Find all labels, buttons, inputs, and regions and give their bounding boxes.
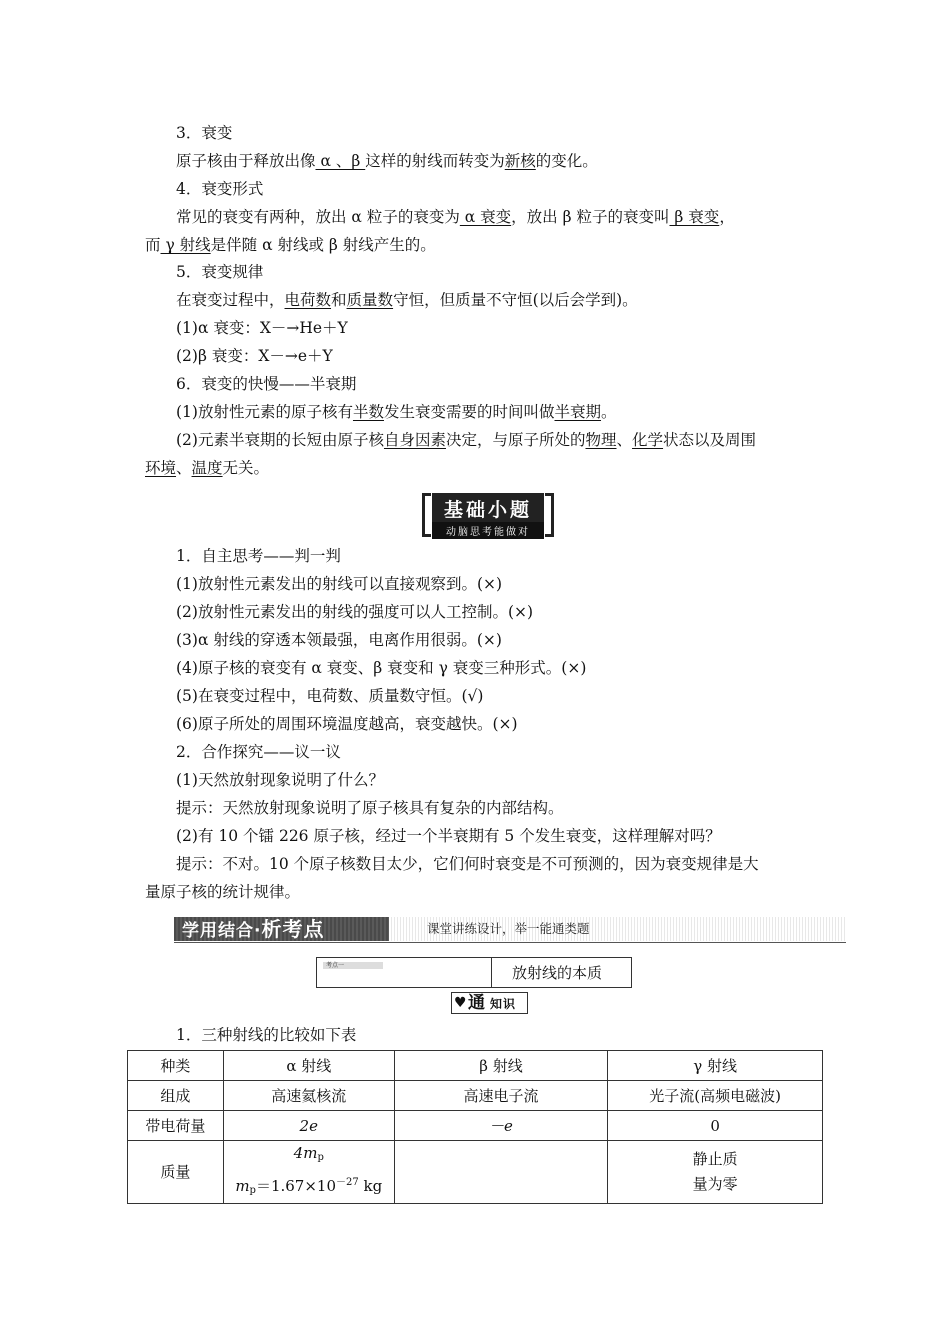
heading-half-life: 6．衰变的快慢——半衰期 bbox=[176, 375, 357, 393]
paragraph-half-life-2-cont: 环境、温度无关。 bbox=[145, 459, 270, 477]
beta-decay-equation: (2)β 衰变：X－→e＋Y bbox=[176, 347, 333, 365]
table-cell: 光子流(高频电磁波) bbox=[608, 1081, 823, 1111]
heading-cooperate: 2．合作探究——议一议 bbox=[176, 743, 341, 761]
section-banner bbox=[174, 917, 846, 943]
list-item: (4)原子核的衰变有 α 衰变、β 衰变和 γ 衰变三种形式。(×) bbox=[176, 659, 587, 677]
paragraph-decay: 原子核由于释放出像 α 、β 这样的射线而转变为新核的变化。 bbox=[176, 152, 598, 170]
list-item: (2)放射性元素发出的射线的强度可以人工控制。(×) bbox=[176, 603, 534, 621]
table-intro: 1．三种射线的比较如下表 bbox=[176, 1026, 357, 1044]
question-1: (1)天然放射现象说明了什么？ bbox=[176, 771, 384, 789]
table-cell bbox=[223, 1141, 394, 1204]
paragraph-decay-forms-cont: 而 γ 射线是伴随 α 射线或 β 射线产生的。 bbox=[145, 236, 436, 254]
table-row bbox=[128, 1111, 823, 1141]
heart-icon: ♥ bbox=[454, 995, 467, 1011]
paragraph-half-life-2: (2)元素半衰期的长短由原子核自身因素决定，与原子所处的物理、化学状态以及周围 bbox=[176, 431, 757, 449]
list-item: (5)在衰变过程中，电荷数、质量数守恒。(√) bbox=[176, 687, 484, 705]
banner-title: 学用结合·析考点 bbox=[174, 917, 389, 941]
box-divider bbox=[491, 958, 492, 987]
tong-label: 通 bbox=[468, 993, 485, 1013]
badge-bracket-right bbox=[545, 493, 554, 537]
ray-comparison-table bbox=[127, 1050, 823, 1204]
header-cell: γ 射线 bbox=[608, 1051, 823, 1081]
question-2: (2)有 10 个镭 226 原子核，经过一个半衰期有 5 个发生衰变，这样理解对吗？ bbox=[176, 827, 721, 845]
table-row bbox=[128, 1081, 823, 1111]
answer-2-line-1: 提示：不对。10 个原子核数目太少，它们何时衰变是不可预测的，因为衰变规律是大 bbox=[176, 855, 759, 873]
table-cell: 高速氦核流 bbox=[223, 1081, 394, 1111]
alpha-mass-line-1: 4mp bbox=[293, 1144, 324, 1163]
heading-decay: 3．衰变 bbox=[176, 124, 233, 142]
list-item: (3)α 射线的穿透本领最强，电离作用很弱。(×) bbox=[176, 631, 502, 649]
tong-zhishi-label bbox=[451, 992, 528, 1014]
heading-decay-forms: 4．衰变形式 bbox=[176, 180, 264, 198]
heading-self-think: 1．自主思考——判一判 bbox=[176, 547, 341, 565]
header-cell: 种类 bbox=[128, 1051, 224, 1081]
paragraph-decay-forms: 常见的衰变有两种，放出 α 粒子的衰变为 α 衰变，放出 β 粒子的衰变叫 β 衰变， bbox=[176, 208, 735, 226]
banner-subtitle: 课堂讲练设计，举一能通类题 bbox=[389, 917, 846, 941]
knowledge-point-tag: 考点一 bbox=[323, 962, 383, 969]
table-cell: －e bbox=[394, 1111, 608, 1141]
alpha-decay-equation: (1)α 衰变：X－→He＋Y bbox=[176, 319, 348, 337]
knowledge-point-box bbox=[316, 957, 632, 988]
answer-2-line-2: 量原子核的统计规律。 bbox=[145, 883, 301, 901]
basic-questions-badge bbox=[432, 493, 544, 539]
table-cell: 高速电子流 bbox=[394, 1081, 608, 1111]
table-cell bbox=[608, 1141, 823, 1204]
table-cell: 0 bbox=[608, 1111, 823, 1141]
gamma-mass-line-2: 量为零 bbox=[692, 1175, 738, 1193]
table-cell bbox=[394, 1141, 608, 1204]
heading-decay-rules: 5．衰变规律 bbox=[176, 263, 264, 281]
paragraph-decay-rules: 在衰变过程中，电荷数和质量数守恒，但质量不守恒(以后会学到)。 bbox=[176, 291, 638, 309]
banner-rule bbox=[174, 942, 846, 943]
badge-title: 基础小题 bbox=[432, 493, 544, 522]
header-cell: β 射线 bbox=[394, 1051, 608, 1081]
answer-1: 提示：天然放射现象说明了原子核具有复杂的内部结构。 bbox=[176, 799, 564, 817]
list-item: (6)原子所处的周围环境温度越高，衰变越快。(×) bbox=[176, 715, 518, 733]
table-header-row bbox=[128, 1051, 823, 1081]
table-cell: 带电荷量 bbox=[128, 1111, 224, 1141]
paragraph-half-life-1: (1)放射性元素的原子核有半数发生衰变需要的时间叫做半衰期。 bbox=[176, 403, 617, 421]
knowledge-point-title: 放射线的本质 bbox=[512, 964, 603, 982]
header-cell: α 射线 bbox=[223, 1051, 394, 1081]
table-cell: 质量 bbox=[128, 1141, 224, 1204]
list-item: (1)放射性元素发出的射线可以直接观察到。(×) bbox=[176, 575, 503, 593]
zhishi-label: 知识 bbox=[490, 997, 517, 1011]
badge-bracket-left bbox=[422, 493, 431, 537]
gamma-mass-line-1: 静止质 bbox=[692, 1150, 738, 1168]
badge-subtitle: 动脑思考能做对 bbox=[432, 522, 544, 539]
alpha-mass-line-2: $mp=1.67\times 10^{-27}$ kg bbox=[235, 1177, 383, 1196]
table-cell: 组成 bbox=[128, 1081, 224, 1111]
table-cell: 2e bbox=[223, 1111, 394, 1141]
table-row bbox=[128, 1141, 823, 1204]
